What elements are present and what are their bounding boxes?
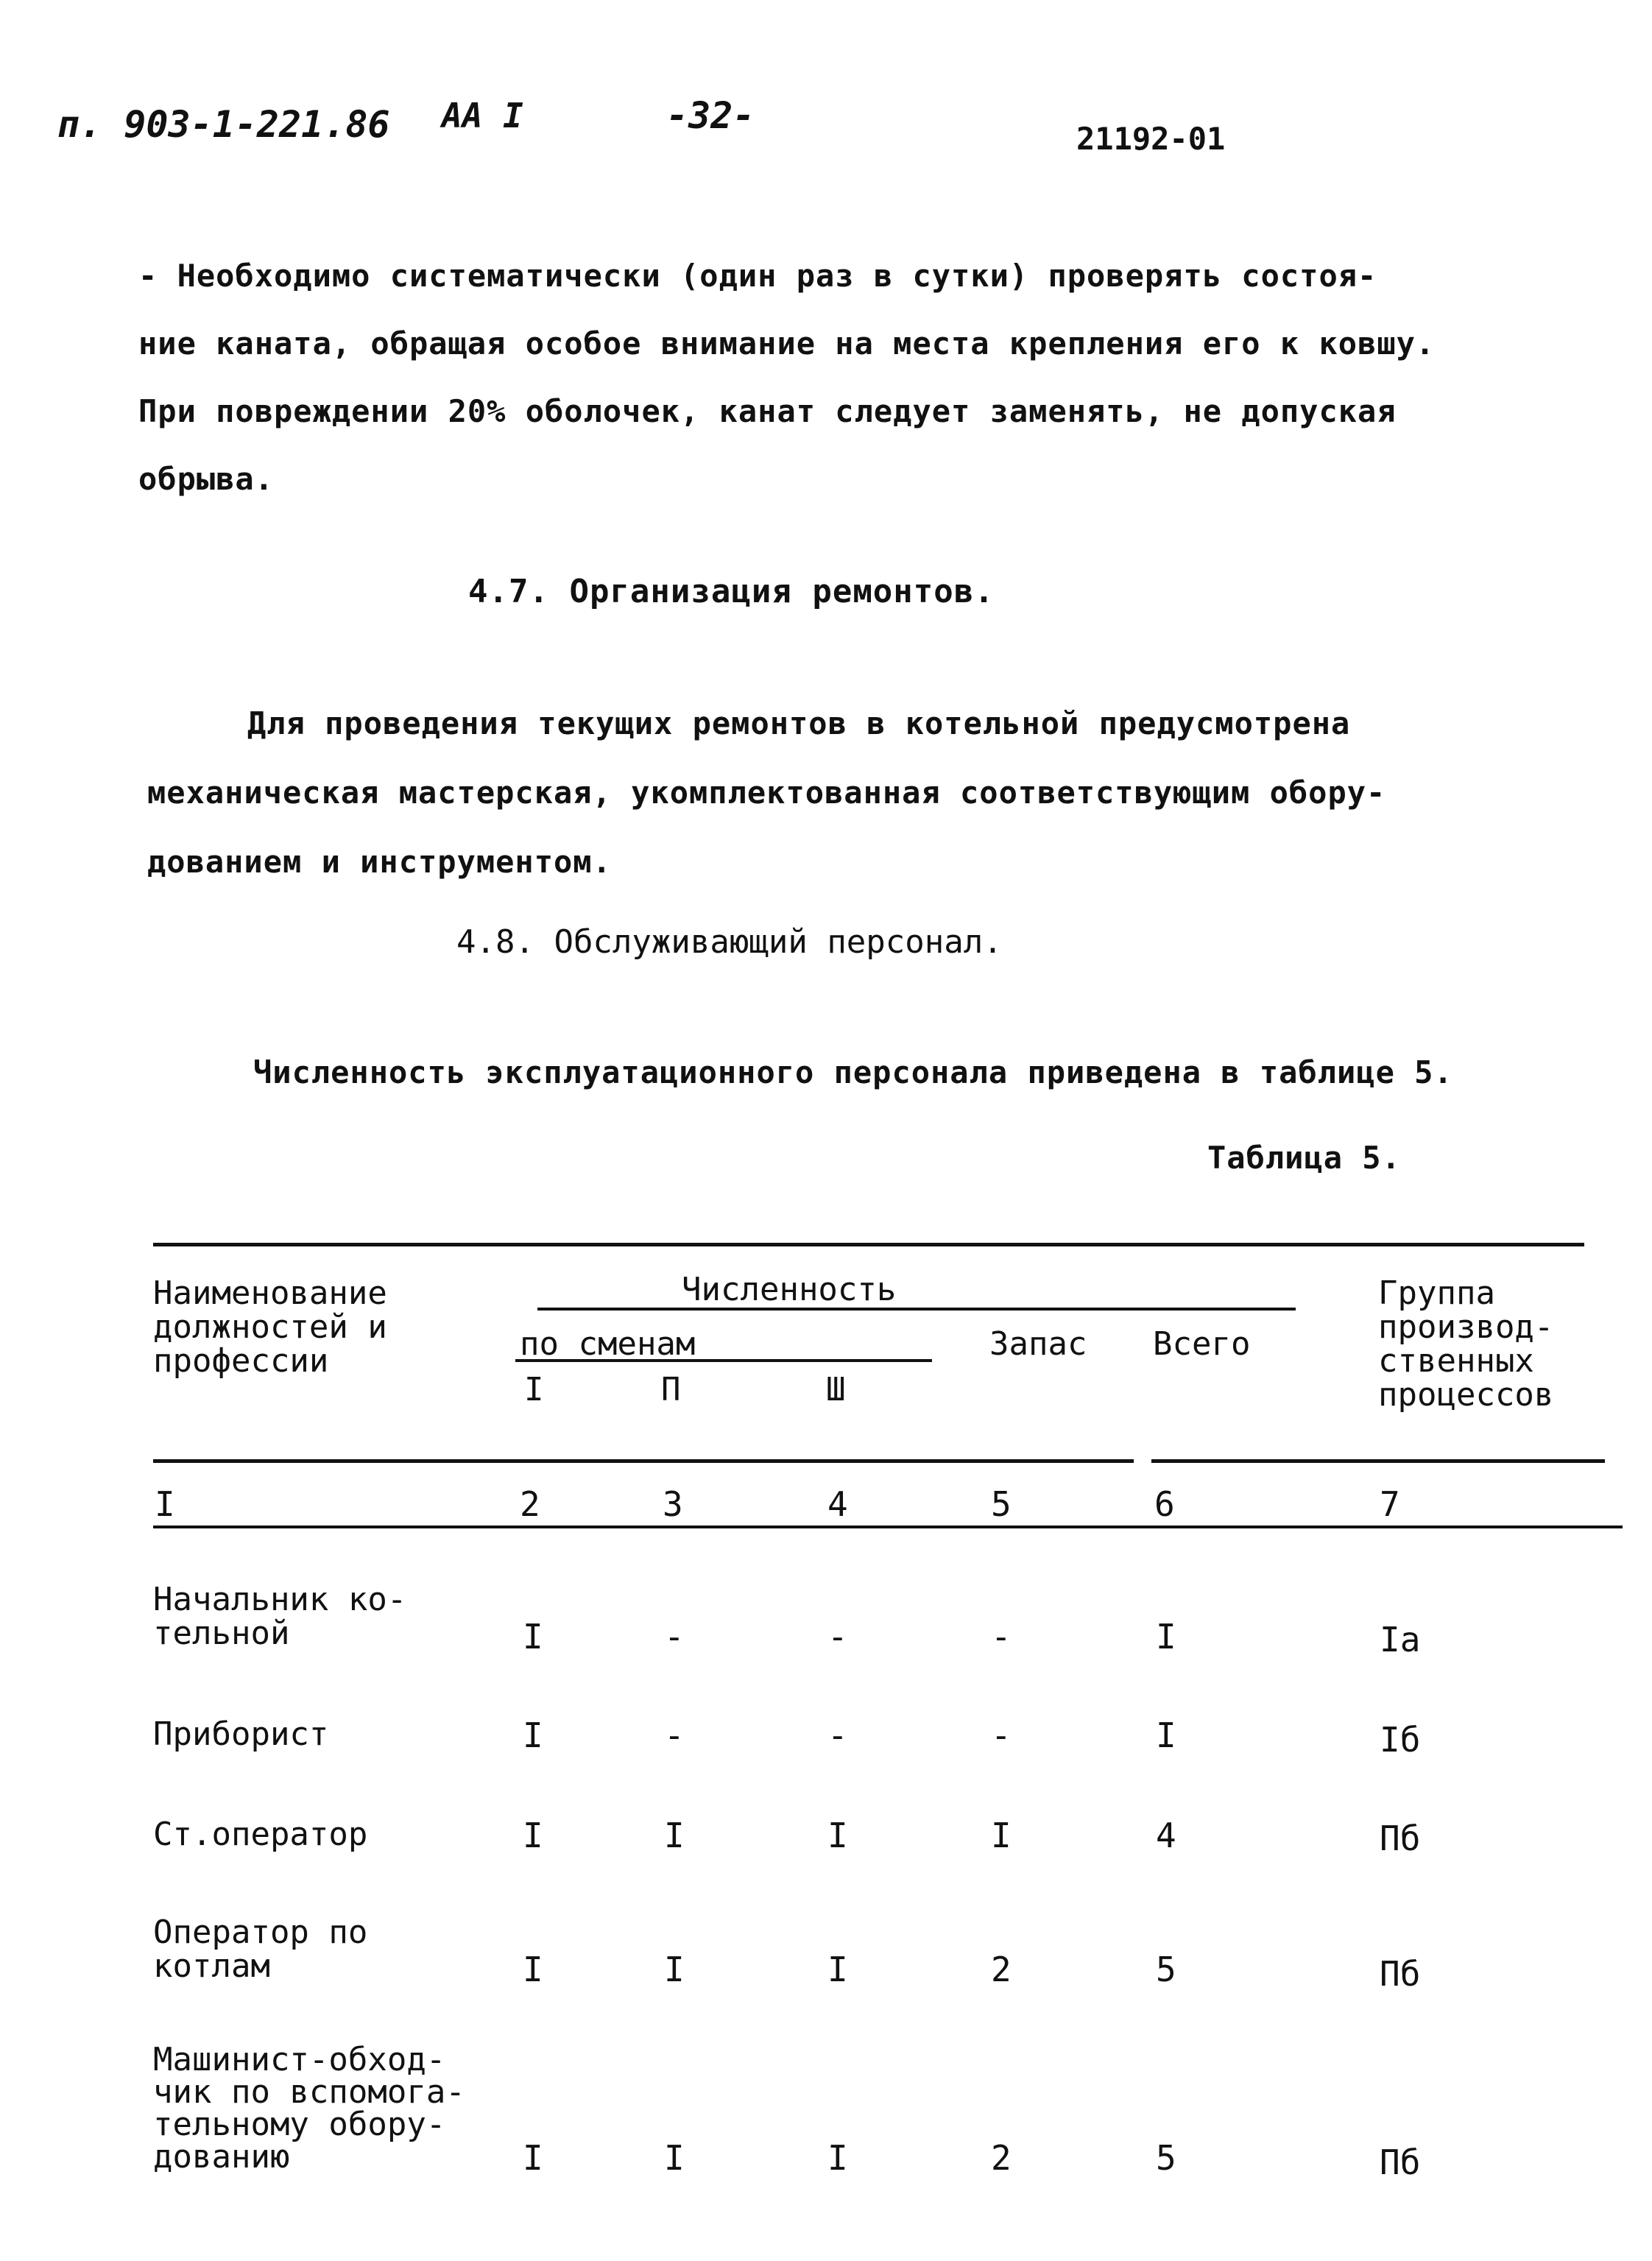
cell-group: Пб [1380,2142,1421,2182]
cell-reserve: - [991,1715,1012,1755]
cell-shift-2: I [664,1950,685,1989]
count-group-rule [537,1308,1296,1311]
cell-shift-1: I [523,1816,543,1855]
page-number: -32- [666,94,755,137]
cell-reserve: - [991,1617,1012,1657]
paragraph-line: дованием и инструментом. [147,844,612,880]
table-row-name: Приборист [153,1715,329,1753]
inventory-stamp: 21192-01 [1076,121,1226,157]
table-row-name: Начальник ко- тельной [153,1581,407,1652]
header-bottom-rule-right [1151,1459,1605,1463]
cell-shift-1: I [523,1617,543,1657]
cell-reserve: I [991,1816,1012,1855]
cell-shift-2: - [664,1715,685,1755]
cell-shift-1: I [523,1950,543,1989]
column-number: 7 [1380,1484,1400,1524]
cell-total: 4 [1156,1816,1176,1855]
table-top-rule [153,1243,1584,1246]
cell-group: Iб [1380,1720,1421,1760]
column-number: 5 [991,1484,1012,1524]
document-code: п. 903-1-221.86 [57,103,390,146]
column-header-shift-1: I [524,1371,544,1408]
cell-shift-2: I [664,2138,685,2178]
cell-shift-2: I [664,1816,685,1855]
cell-group: Iа [1380,1620,1421,1659]
cell-total: I [1156,1617,1176,1657]
paragraph-line: - Необходимо систематически (один раз в сутки) проверять состоя- [138,258,1377,294]
table-row-name: Ст.оператор [153,1816,368,1853]
paragraph-line: Для проведения текущих ремонтов в котельной предусмотрена [247,705,1351,741]
paragraph-line: ние каната, обращая особое внимание на места крепления его к ковшу. [138,325,1436,361]
cell-reserve: 2 [991,1950,1012,1989]
column-number: 6 [1154,1484,1175,1524]
cell-total: 5 [1156,1950,1176,1989]
table-row-name: Машинист-обход- чик по вспомога- тельному обору- дованию [153,2041,465,2176]
cell-shift-3: - [827,1715,848,1755]
section-heading-4-8: 4.8. Обслуживающий персонал. [456,923,1003,961]
column-header-name: Наименование должностей и профессии [153,1274,387,1380]
column-header-total: Всего [1153,1325,1251,1363]
header-bottom-rule [153,1459,1134,1463]
column-header-shift-3: Ш [826,1371,846,1408]
cell-shift-3: I [827,1950,848,1989]
cell-shift-3: - [827,1617,848,1657]
column-header-shift-2: П [661,1371,681,1408]
cell-total: I [1156,1715,1176,1755]
cell-shift-3: I [827,2138,848,2178]
column-header-reserve: Запас [989,1325,1087,1363]
section-heading-4-7: 4.7. Организация ремонтов. [468,573,995,610]
column-header-count: Численность [682,1271,897,1308]
column-number-rule [153,1525,1623,1528]
column-number: 3 [663,1484,683,1524]
cell-group: Пб [1380,1819,1421,1858]
column-header-shifts: по сменам [520,1325,696,1363]
cell-shift-3: I [827,1816,848,1855]
table-intro: Численность эксплуатационного персонала приведена в таблице 5. [253,1054,1453,1090]
paragraph-line: механическая мастерская, укомплектованная соответствующим обору- [147,775,1386,811]
column-number: 2 [520,1484,540,1524]
table-row-name: Оператор по котлам [153,1913,368,1985]
cell-group: Пб [1380,1954,1421,1994]
table-caption: Таблица 5. [1207,1140,1401,1176]
cell-reserve: 2 [991,2138,1012,2178]
column-number: I [155,1484,175,1524]
paragraph-line: обрыва. [138,461,275,497]
column-number: 4 [827,1484,848,1524]
cell-shift-1: I [523,2138,543,2178]
column-header-group: Группа производ- ственных процессов [1378,1274,1554,1414]
cell-total: 5 [1156,2138,1176,2178]
album-code: АА I [442,96,523,135]
cell-shift-2: - [664,1617,685,1657]
cell-shift-1: I [523,1715,543,1755]
paragraph-line: При повреждении 20% оболочек, канат следует заменять, не допуская [138,393,1397,429]
